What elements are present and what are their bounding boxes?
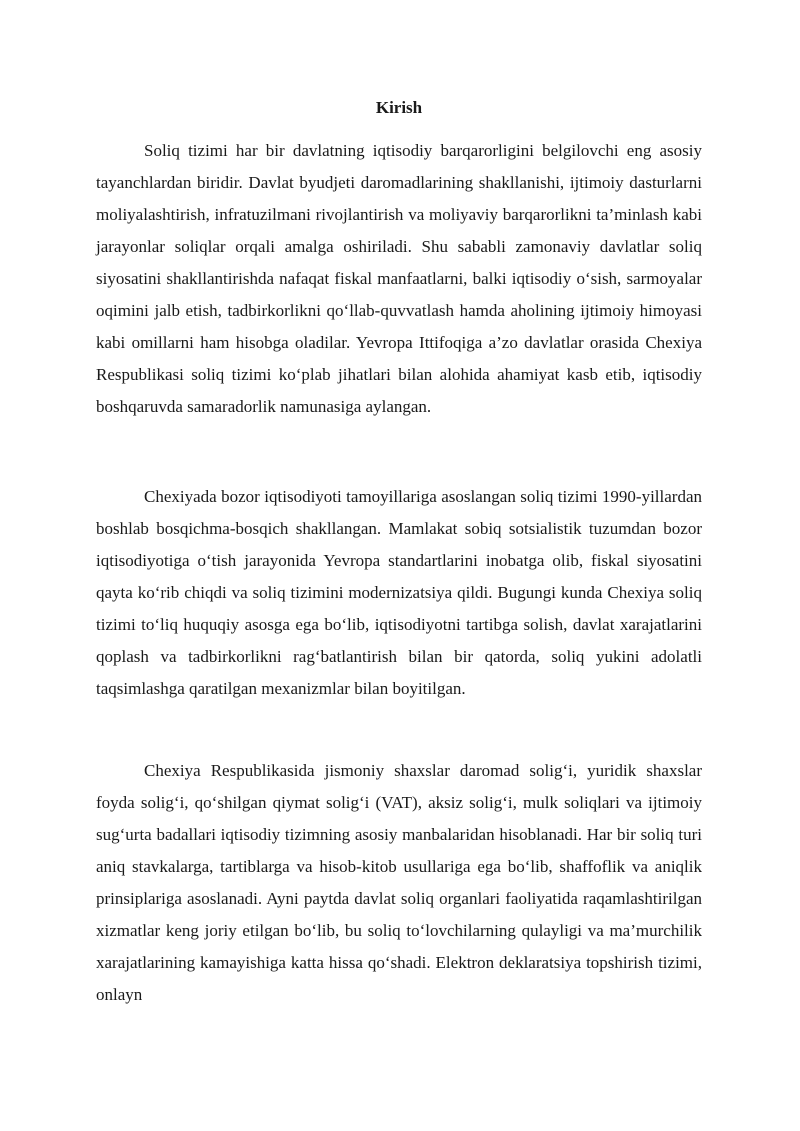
paragraph-2: Chexiyada bozor iqtisodiyoti tamoyillariga asoslangan soliq tizimi 1990-yillardan boshlab bosqichma-bosqich shakllangan. Mamlakat sobiq sotsialistik tuzumdan bozor iqtisodiyotiga o‘tish jarayonida Yevropa standartlarini inobatga olib, fiskal siyosatini qayta ko‘rib chiqdi va soliq tizimini modernizatsiya qildi. Bugungi kunda Chexiya soliq tizimi to‘liq huquqiy asosga ega bo‘lib, iqtisodiyotni tartibga solish, davlat xarajatlarini qoplash va tadbirkorlikni rag‘batlantirish bilan bir qatorda, soliq yukini adolatli taqsimlashga qaratilgan mexanizmlar bilan boyitilgan. — [96, 487, 702, 698]
paragraph-3: Chexiya Respublikasida jismoniy shaxslar daromad solig‘i, yuridik shaxslar foyda solig‘i, qo‘shilgan qiymat solig‘i (VAT), aksiz solig‘i, mulk soliqlari va ijtimoiy sug‘urta badallari iqtisodiy tizimning asosiy manbalaridan hisoblanadi. Har bir soliq turi aniq stavkalarga, tartiblarga va hisob-kitob usullariga ega bo‘lib, shaffoflik va aniqlik prinsiplariga asoslanadi. Ayni paytda davlat soliq organlari faoliyatida raqamlashtirilgan xizmatlar keng joriy etilgan bo‘lib, bu soliq to‘lovchilarning qulayligi va ma’murchilik xarajatlarining kamayishiga katta hissa qo‘shadi. Elektron deklaratsiya topshirish tizimi, onlayn — [96, 761, 702, 1004]
paragraph-1: Soliq tizimi har bir davlatning iqtisodiy barqarorligini belgilovchi eng asosiy tayanchlardan biridir. Davlat byudjeti daromadlarining shakllanishi, ijtimoiy dasturlarni moliyalashtirish, infratuzilmani rivojlantirish va moliyaviy barqarorlikni ta’minlash kabi jarayonlar soliqlar orqali amalga oshiriladi. Shu sababli zamonaviy davlatlar soliq siyosatini shakllantirishda nafaqat fiskal manfaatlarni, balki iqtisodiy o‘sish, sarmoyalar oqimini jalb etish, tadbirkorlikni qo‘llab-quvvatlash hamda aholining ijtimoiy himoyasi kabi omillarni ham hisobga oladilar. Yevropa Ittifoqiga a’zo davlatlar orasida Chexiya Respublikasi soliq tizimi ko‘plab jihatlari bilan alohida ahamiyat kasb etib, iqtisodiy boshqaruvda samaradorlik namunasiga aylangan. — [96, 141, 702, 416]
section-title: Kirish — [375, 98, 423, 117]
